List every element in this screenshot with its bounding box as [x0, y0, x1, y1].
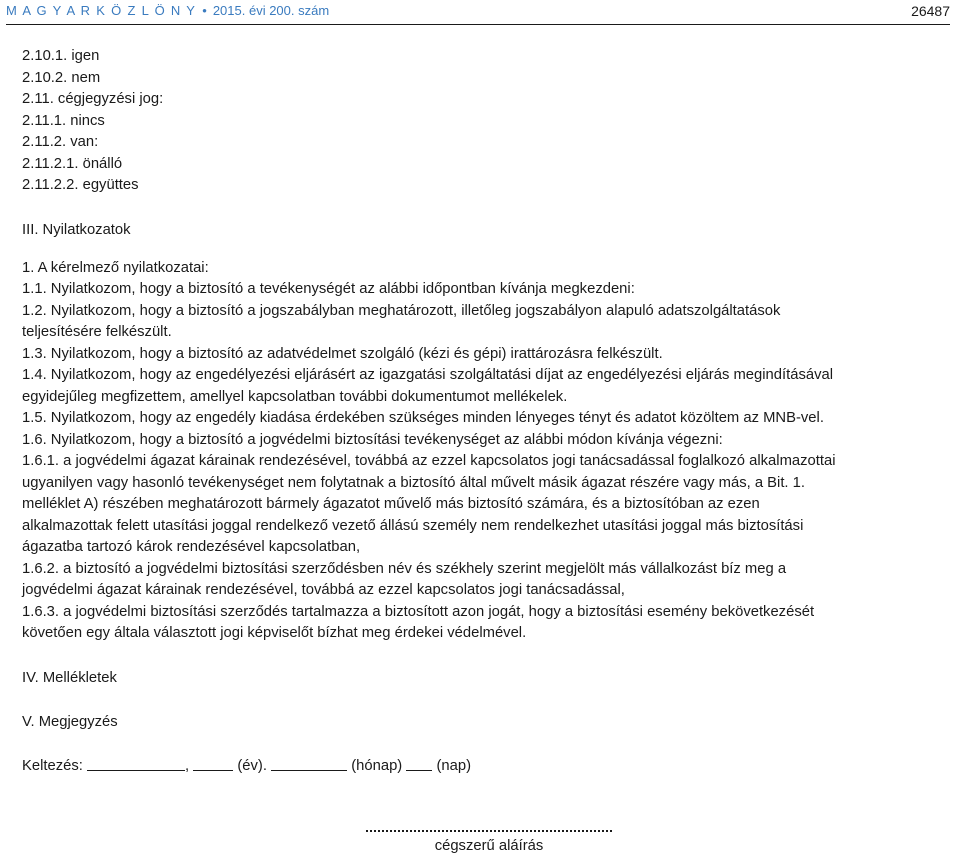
statement-line: melléklet A) részében meghatározott bármely ágazatot művelő más biztosító számára, és a biztosítóban az ezen: [22, 496, 760, 512]
statement-line: 1.4. Nyilatkozom, hogy az engedélyezési eljárásért az igazgatási szolgáltatási díjat az engedélyezési eljárás megindításával: [22, 367, 833, 383]
month-blank[interactable]: [271, 756, 347, 771]
answer-line: 2.10.1. igen: [22, 48, 100, 64]
section-title-nyilatkozatok: III. Nyilatkozatok: [22, 221, 131, 238]
document-body: [22, 46, 942, 777]
header-bullet: •: [202, 3, 207, 18]
year-label: (év).: [237, 757, 267, 774]
statement-line: 1.6.2. a biztosító a jogvédelmi biztosítási szerződésben név és székhely szerint megjelölt más vállalkozást bíz meg a: [22, 560, 787, 577]
section-title-mellekletek: IV. Mellékletek: [22, 669, 117, 686]
signature-block: [366, 818, 612, 854]
statement-line: 1.6.3. a jogvédelmi biztosítási szerződés tartalmazza a biztosított azon jogát, hogy a biztosítási esemény bekövetkezését: [22, 603, 815, 620]
signature-label: cégszerű aláírás: [434, 838, 544, 854]
year-blank[interactable]: [193, 756, 233, 771]
answer-list: [22, 46, 942, 197]
date-line: [22, 755, 942, 777]
answer-line: 2.11.2.2. együttes: [22, 177, 139, 193]
place-blank[interactable]: [87, 756, 185, 771]
month-label: (hónap): [351, 757, 403, 774]
date-label: Keltezés:: [22, 757, 83, 774]
answer-line: 2.11.2.1. önálló: [22, 155, 123, 172]
answer-line: 2.11. cégjegyzési jog:: [22, 91, 164, 107]
day-blank[interactable]: [406, 756, 432, 771]
signature-line[interactable]: [366, 818, 612, 832]
statement-line: 1.5. Nyilatkozom, hogy az engedély kiadása érdekében szükséges minden lényeges tényt és adatot közöltem az MNB-vel.: [22, 410, 824, 426]
answer-line: 2.10.2. nem: [22, 69, 101, 86]
statement-line: ágazatba tartozó károk rendezésével kapcsolatban,: [22, 539, 361, 555]
statement-line: 1.6. Nyilatkozom, hogy a biztosító a jogvédelmi biztosítási tevékenységet az alábbi módon kívánja végezni:: [22, 431, 723, 448]
statement-line: 1.1. Nyilatkozom, hogy a biztosító a tevékenységét az alábbi időpontban kívánja megkezdeni:: [22, 281, 635, 297]
answer-line: 2.11.2. van:: [22, 134, 99, 150]
statement-list: [22, 258, 942, 645]
day-label: (nap): [436, 757, 472, 774]
section-title-megjegyzes: V. Megjegyzés: [22, 713, 118, 730]
issue-label: 2015. évi 200. szám: [212, 3, 330, 18]
statement-line: 1.2. Nyilatkozom, hogy a biztosító a jogszabályban meghatározott, illetőleg jogszabályon alapuló adatszolgáltatások: [22, 302, 781, 319]
statement-line: alkalmazottak felett utasítási joggal rendelkező vezető állású személy nem rendelkezhet utasítási joggal más biztosítási: [22, 517, 804, 534]
page-number: 26487: [911, 3, 950, 19]
answer-line: 2.11.1. nincs: [22, 112, 105, 129]
date-comma: ,: [185, 757, 190, 774]
statement-line: egyidejűleg megfizettem, amellyel kapcsolatban további dokumentumot mellékelek.: [22, 388, 568, 405]
statement-line: teljesítésére felkészült.: [22, 324, 172, 340]
statement-line: ugyanilyen vagy hasonló tevékenységet nem folytatnak a biztosító által művelt másik ágazat részére vagy más, a Bit. 1.: [22, 474, 805, 491]
journal-name: M A G Y A R K Ö Z L Ö N Y: [6, 3, 197, 18]
running-header: [6, 0, 950, 25]
statement-line: követően egy általa választott jogi képviselőt bízhat meg érdekei védelmével.: [22, 625, 527, 641]
statement-line: jogvédelmi ágazat kárainak rendezésével, továbbá az ezzel kapcsolatos jogi tanácsadással,: [22, 582, 625, 598]
statement-line: 1.3. Nyilatkozom, hogy a biztosító az adatvédelmet szolgáló (kézi és gépi) irattározásra felkészült.: [22, 345, 663, 362]
statement-line: 1. A kérelmező nyilatkozatai:: [22, 259, 209, 276]
statement-line: 1.6.1. a jogvédelmi ágazat kárainak rendezésével, továbbá az ezzel kapcsolatos jogi tanácsadással foglalkozó alkalmazottai: [22, 453, 836, 469]
